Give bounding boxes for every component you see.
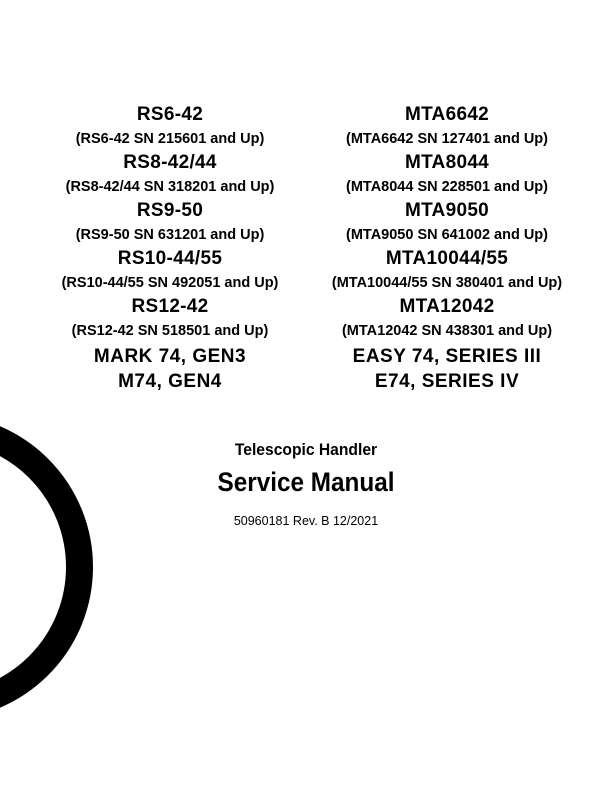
model-serial-range: (RS8-42/44 SN 318201 and Up) [65, 179, 275, 195]
model-serial-range: (MTA9050 SN 641002 and Up) [346, 227, 548, 243]
decorative-ring [0, 414, 93, 720]
series-name: E74, SERIES IV [374, 371, 520, 392]
model-name: RS6-42 [136, 104, 204, 125]
model-serial-range: (RS12-42 SN 518501 and Up) [71, 323, 269, 339]
model-name: RS12-42 [131, 296, 209, 317]
model-name: MTA8044 [404, 152, 490, 173]
document-number: 50960181 Rev. B 12/2021 [233, 514, 379, 528]
model-serial-range: (RS6-42 SN 215601 and Up) [75, 131, 265, 147]
model-serial-range: (MTA8044 SN 228501 and Up) [346, 179, 548, 195]
model-name: MTA6642 [404, 104, 490, 125]
model-name: RS9-50 [136, 200, 204, 221]
model-name: MTA9050 [404, 200, 490, 221]
model-name: MTA10044/55 [385, 248, 509, 269]
model-name: RS8-42/44 [123, 152, 217, 173]
left-model-column [20, 103, 320, 394]
model-serial-range: (MTA12042 SN 438301 and Up) [341, 323, 553, 339]
right-model-column [302, 103, 592, 394]
manual-title: Service Manual [217, 467, 395, 497]
manual-subtitle: Telescopic Handler [234, 440, 378, 459]
model-serial-range: (RS10-44/55 SN 492051 and Up) [61, 275, 279, 291]
model-serial-range: (MTA10044/55 SN 380401 and Up) [331, 275, 563, 291]
model-serial-range: (MTA6642 SN 127401 and Up) [346, 131, 548, 147]
series-name: M74, GEN4 [118, 371, 222, 392]
model-name: MTA12042 [399, 296, 495, 317]
series-name: EASY 74, SERIES III [352, 346, 542, 367]
series-name: MARK 74, GEN3 [93, 346, 247, 367]
model-serial-range: (RS9-50 SN 631201 and Up) [75, 227, 265, 243]
model-name: RS10-44/55 [117, 248, 223, 269]
